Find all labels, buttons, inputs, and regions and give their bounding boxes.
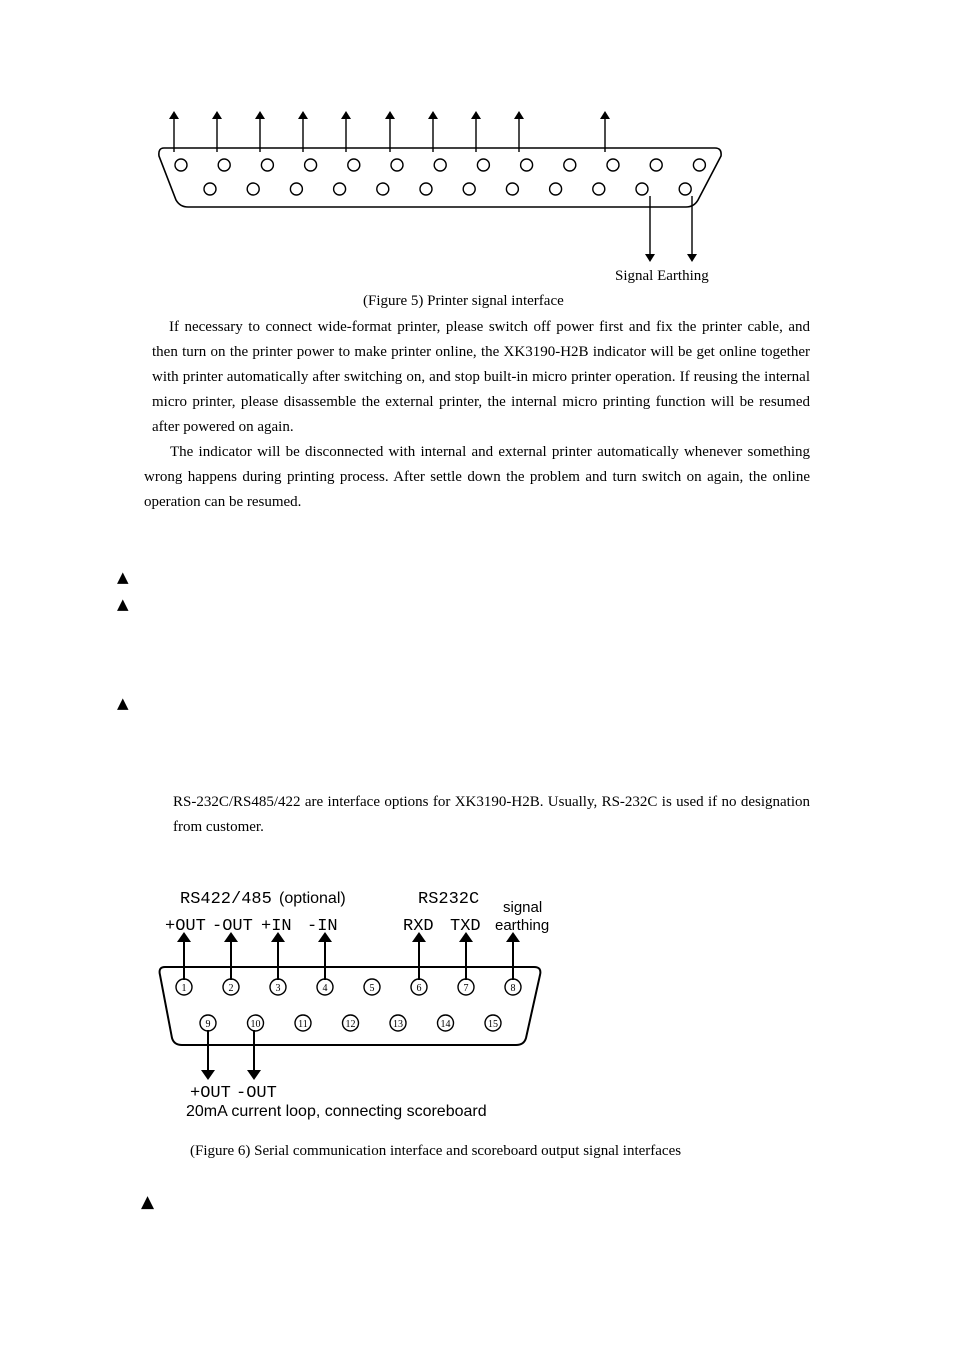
- signal-earthing-label: Signal Earthing: [615, 268, 709, 284]
- pin-hole: [463, 183, 475, 195]
- pin-hole: [550, 183, 562, 195]
- pin-6-number: 6: [416, 983, 422, 994]
- figure-5-connector-diagram: [0, 0, 954, 270]
- pin-hole: [261, 159, 273, 171]
- pin-hole: [348, 159, 360, 171]
- pin-hole: [636, 183, 648, 195]
- input-signal-arrows: [184, 937, 513, 980]
- pin-2-number: 2: [228, 983, 234, 994]
- pin-hole: [650, 159, 662, 171]
- output-signal-arrows: [174, 115, 605, 152]
- pin-hole: [247, 183, 259, 195]
- rs422-485-label: RS422/485: [180, 890, 272, 909]
- pin-9-number: 9: [205, 1019, 211, 1030]
- rs232c-label: RS232C: [418, 890, 480, 909]
- pin-hole: [564, 159, 576, 171]
- optional-label: (optional): [279, 890, 346, 907]
- pin-hole: [693, 159, 705, 171]
- pin-hole: [175, 159, 187, 171]
- figure-6-connector-diagram: [0, 870, 954, 1130]
- db25-connector-body: [159, 148, 721, 207]
- pin-2-signal-label: -OUT: [212, 917, 253, 936]
- pin-hole: [477, 159, 489, 171]
- bullet-triangle-icon: ▲: [117, 595, 129, 613]
- figure-6-caption: (Figure 6) Serial communication interface and scoreboard output signal interfaces: [190, 1143, 682, 1159]
- pin-8-number: 8: [510, 983, 516, 994]
- bullet-triangle-icon: ▲: [117, 568, 129, 586]
- pin-15-number: 15: [488, 1019, 498, 1030]
- current-loop-label: 20mA current loop, connecting scoreboard: [186, 1103, 487, 1120]
- pin-7-number: 7: [463, 983, 469, 994]
- pin-1-signal-label: +OUT: [165, 917, 206, 936]
- pin-3-number: 3: [275, 983, 281, 994]
- bottom-pin-row: [204, 183, 691, 195]
- pin-13-number: 13: [393, 1019, 403, 1030]
- pin-hole: [593, 183, 605, 195]
- pin-3-signal-label: +IN: [261, 917, 292, 936]
- pin-hole: [679, 183, 691, 195]
- pin-hole: [290, 183, 302, 195]
- pin-hole: [334, 183, 346, 195]
- paragraph-serial-options: RS-232C/RS485/422 are interface options for XK3190-H2B. Usually, RS-232C is used if no designation from customer.: [173, 794, 810, 835]
- bullet-triangle-icon: ▲: [117, 694, 129, 712]
- pin-11-number: 11: [298, 1019, 308, 1030]
- pin-5-number: 5: [369, 983, 375, 994]
- pin-14-number: 14: [440, 1019, 451, 1030]
- pin-10-number: 10: [250, 1019, 261, 1030]
- top-pin-row: [176, 979, 521, 995]
- pin-7-signal-label: TXD: [450, 917, 481, 936]
- db15-connector-body: [160, 967, 541, 1045]
- pin-hole: [391, 159, 403, 171]
- pin-9-signal-label: +OUT: [190, 1084, 231, 1103]
- figure-5-caption: (Figure 5) Printer signal interface: [363, 293, 564, 309]
- pin-1-number: 1: [181, 983, 187, 994]
- pin-hole: [521, 159, 533, 171]
- bottom-pin-row: [200, 1015, 501, 1031]
- pin-4-signal-label: -IN: [307, 917, 338, 936]
- pin-10-signal-label: -OUT: [236, 1084, 277, 1103]
- earthing-label: earthing: [495, 917, 550, 934]
- paragraph-printer-disconnect: The indicator will be disconnected with internal and external printer automatically whenever something wrong happens during printing process. After settle down the problem and turn switch on again, the online operation can be resumed.: [144, 444, 810, 510]
- pin-hole: [305, 159, 317, 171]
- pin-hole: [506, 183, 518, 195]
- pin-hole: [420, 183, 432, 195]
- pin-4-number: 4: [322, 983, 328, 994]
- pin-6-signal-label: RXD: [403, 917, 434, 936]
- signal-label: signal: [503, 899, 543, 916]
- pin-hole: [607, 159, 619, 171]
- pin-hole: [434, 159, 446, 171]
- pin-hole: [204, 183, 216, 195]
- top-pin-row: [175, 159, 705, 171]
- pin-hole: [218, 159, 230, 171]
- pin-hole: [377, 183, 389, 195]
- pin-12-number: 12: [345, 1019, 356, 1030]
- bullet-triangle-icon: ▲: [141, 1192, 155, 1212]
- paragraph-printer-connection: If necessary to connect wide-format printer, please switch off power first and fix the printer cable, and then turn on the printer power to make printer online, the XK3190-H2B indicator will be get online together with printer automatically after switching on, and stop built-in micro printer operation. If reusing the internal micro printer, please disassemble the external printer, the internal micro printing function will be resumed after powered on again.: [152, 319, 810, 435]
